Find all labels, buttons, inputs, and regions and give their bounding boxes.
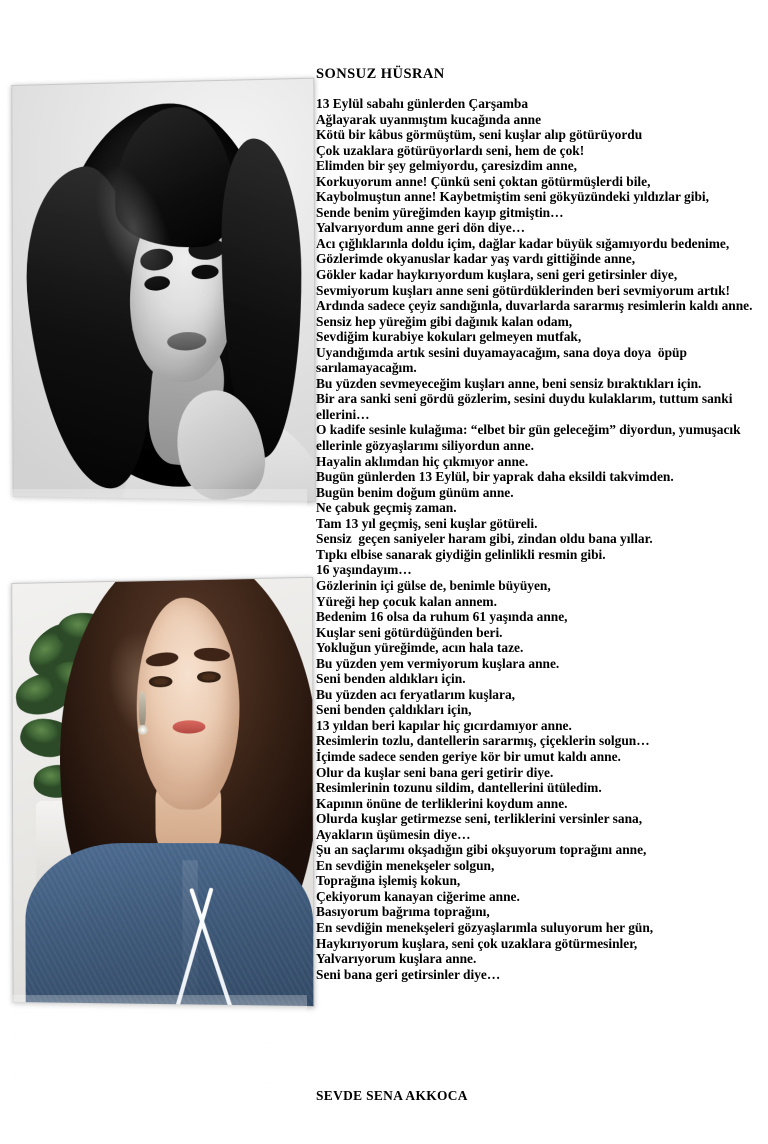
poem-line: Ayakların üşümesin diye…	[316, 826, 471, 842]
photo-color-reflection	[12, 995, 307, 1113]
poem-line: Bugün günlerden 13 Eylül, bir yaprak daha eksildi takvimden.	[316, 469, 674, 485]
portrait-bw-scene	[12, 79, 315, 502]
poem-line: Olur da kuşlar seni bana geri getirir diye.	[316, 764, 554, 780]
poem-line: Bu yüzden acı feryatlarım kuşlara,	[316, 686, 515, 702]
poem-column	[316, 0, 760, 1144]
photo-perspective-bw	[0, 85, 312, 497]
poem-line: Gözlerinin içi gülse de, benimle büyüyen,	[316, 577, 551, 593]
poem-line: Kötü bir kâbus görmüştüm, seni kuşlar alıp götürüyordu	[316, 127, 643, 143]
poem-line: Yalvarıyordum anne geri dön diye…	[316, 220, 526, 236]
poem-line: Ağlayarak uyanmıştım kucağında anne	[316, 111, 542, 127]
poem-line: Sensiz hep yüreğim gibi dağınık kalan odam,	[316, 313, 573, 329]
poem-line: Kaybolmuştun anne! Kaybetmiştim seni gökyüzündeki yıldızlar gibi,	[316, 189, 709, 205]
poem-line: 13 yıldan beri kapılar hiç gıcırdamıyor anne.	[316, 717, 572, 733]
poem-line: Sensiz geçen saniyeler haram gibi, zindan oldu bana yıllar.	[316, 531, 653, 547]
portrait-color-earring-bead	[138, 725, 148, 735]
poem-line: 13 Eylül sabahı günlerden Çarşamba	[316, 96, 529, 111]
portrait-color-knit-top	[25, 843, 314, 1006]
poem-line: Resimlerin tozlu, dantellerin sararmış, çiçeklerin solgun…	[316, 733, 650, 749]
poem-line: Yalvarıyorum kuşlara anne.	[316, 951, 477, 967]
poem-line: Seni benden çaldıkları için,	[316, 702, 472, 718]
poem-line: Çok uzaklara götürüyorlardı seni, hem de çok!	[316, 142, 585, 158]
poem-line: Yokluğun yüreğimde, acın hala taze.	[316, 640, 524, 656]
poem-line: En sevdiğin menekşeleri gözyaşlarımla suluyorum her gün,	[316, 919, 654, 935]
poem-line: Gözlerimde okyanuslar kadar yaş vardı gittiğinde anne,	[316, 251, 636, 267]
poem-line: Olurda kuşlar getirmezse seni, terliklerini versinler sana,	[316, 811, 643, 827]
poem-line: Acı çığlıklarınla doldu içim, dağlar kadar büyük sığamıyordu bedenime,	[316, 235, 730, 251]
poem-line: Bu yüzden sevmeyeceğim kuşları anne, beni sensiz bıraktıkları için.	[316, 375, 702, 391]
poem-line: O kadife sesinle kulağıma: “elbet bir gün geleceğim” diyordun, yumuşacık ellerinle gözyaşlarımı siliyordun anne.	[316, 422, 744, 454]
poem-body	[316, 96, 760, 982]
poem-line: Seni benden aldıkları için.	[316, 671, 466, 687]
poem-line: Seni bana geri getirsinler diye…	[316, 966, 501, 982]
poem-line: Tıpkı elbise sanarak giydiğin gelinlikli resmin gibi.	[316, 546, 606, 562]
poem-line: En sevdiğin menekşeler solgun,	[316, 857, 495, 873]
poem-line: Bu yüzden yem vermiyorum kuşlara anne.	[316, 655, 560, 671]
poem-line: Bedenim 16 olsa da ruhum 61 yaşında anne,	[316, 609, 568, 625]
poem-line: Uyandığımda artık sesini duyamayacağım, sana doya doya öpüp sarılamayacağım.	[316, 344, 691, 376]
poem-line: Çekiyorum kanayan ciğerime anne.	[316, 888, 520, 904]
poem-line: Basıyorum bağrıma toprağını,	[316, 904, 490, 920]
poem-line: Hayalin aklımdan hiç çıkmıyor anne.	[316, 453, 529, 469]
photo-portrait-color	[11, 577, 314, 1007]
poem-line: Ardında sadece çeyiz sandığınla, duvarlarda sararmış resimlerin kaldı anne.	[316, 298, 753, 314]
poem-line: 16 yaşındayım…	[316, 562, 412, 578]
poem-line: Gökler kadar haykırıyordum kuşlara, seni geri getirsinler diye,	[316, 267, 678, 283]
poem-line: Toprağına işlemiş kokun,	[316, 873, 461, 889]
poem-line: Korkuyorum anne! Çünkü seni çoktan götürmüşlerdi bile,	[316, 173, 651, 189]
photo-column	[0, 0, 312, 1144]
poem-line: Sevmiyorum kuşları anne seni götürdüklerinden beri sevmiyorum artık!	[316, 282, 731, 298]
poem-line: Bir ara sanki seni gördü gözlerim, sesini duydu kulaklarım, tuttum sanki ellerini…	[316, 391, 736, 422]
poem-line: Haykırıyorum kuşlara, seni çok uzaklara götürmesinler,	[316, 935, 638, 951]
poem-signature: SEVDE SENA AKKOCA	[316, 1088, 468, 1103]
poem-line: İçimde sadece senden geriye kör bir umut kaldı anne.	[316, 748, 621, 764]
poem-title: SONSUZ HÜSRAN	[316, 66, 445, 82]
photo-portrait-bw	[11, 78, 316, 503]
poem-line: Elimden bir şey gelmiyordu, çaresizdim anne,	[316, 158, 577, 174]
poem-line: Ne çabuk geçmiş zaman.	[316, 500, 457, 516]
poem-line: Bugün benim doğum günüm anne.	[316, 484, 514, 500]
poem-line: Kapının önüne de terliklerini koydum anne.	[316, 795, 568, 811]
poem-line: Sevdiğim kurabiye kokuları gelmeyen mutfak,	[316, 329, 582, 345]
poem-line: Şu an saçlarımı okşadığın gibi okşuyorum toprağını anne,	[316, 842, 647, 858]
portrait-color-earring	[138, 691, 146, 729]
poem-line: Kuşlar seni götürdüğünden beri.	[316, 624, 503, 640]
poem-line: Resimlerinin tozunu sildim, dantellerini ütüledim.	[316, 780, 602, 796]
photo-perspective-color	[0, 583, 312, 1003]
portrait-color-eye-right	[197, 671, 221, 682]
portrait-color-scene	[12, 578, 313, 1006]
portrait-bw-subject	[12, 79, 315, 502]
poem-line: Sende benim yüreğimden kayıp gitmiştin…	[316, 204, 564, 220]
poem-line: Yüreği hep çocuk kalan annem.	[316, 593, 497, 609]
poem-line: Tam 13 yıl geçmiş, seni kuşlar götüreli.	[316, 515, 538, 531]
